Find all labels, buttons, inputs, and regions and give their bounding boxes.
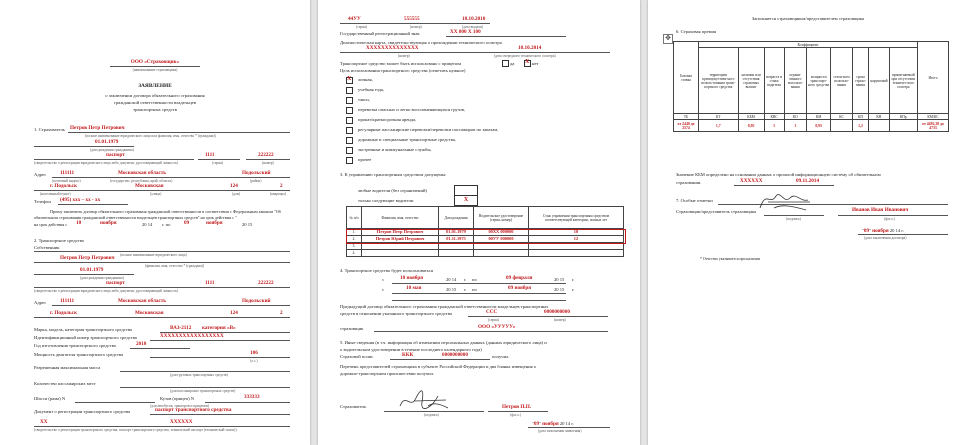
subtitle-1: о заключении договора обязательного страхования — [105, 93, 205, 98]
trailer-yes-checkbox[interactable] — [502, 60, 509, 67]
owner-city[interactable]: г. Подольск — [50, 310, 77, 316]
policy-label: Страховой полис — [340, 354, 374, 359]
policy-number[interactable]: 0000000000 — [442, 352, 468, 358]
col-term: срока страхо-вания — [852, 48, 869, 114]
driver-1-license[interactable]: 00ХХ 000000 — [474, 229, 529, 236]
purpose-title: Цель использования транспортного средства (отметить нужное) — [340, 68, 466, 73]
insured-name-caption-2: (ф.и.о.) — [510, 413, 522, 417]
period-1-g2: г. — [572, 277, 575, 282]
number-caption: (номер) — [262, 161, 274, 165]
address-label: Адрес — [34, 172, 47, 177]
diag-date-caption: (дата очередного технического осмотра) — [494, 54, 556, 58]
purpose-passenger: регулярные пассажирские перевозки/перевозки пассажиров по заказам, — [358, 127, 499, 132]
owner-zip[interactable]: 111111 — [60, 298, 75, 304]
owner-street[interactable]: Московская — [135, 310, 164, 316]
table-row[interactable]: 1. Петров Петр Петрович 01.01.1979 00ХХ 000000 10 — [347, 229, 624, 236]
col-age: возраста и стажа водителя — [764, 48, 784, 114]
region-caption: (государство, республика, край, область) — [110, 179, 173, 183]
kbm-text-1: Значение КБМ определено на основании данных о прошлой информационную систему об обязательном — [676, 172, 881, 177]
table-row[interactable]: 4. — [347, 250, 624, 257]
kbm-date[interactable]: 09.11.2014 — [796, 178, 820, 184]
purpose-checkbox-other[interactable] — [346, 157, 353, 164]
sign-day: 09 — [533, 421, 540, 427]
sign-date[interactable]: "09" ноября 20 14 г. — [532, 421, 574, 427]
reg-doc-label: Документ о регистрации транспортного средства — [34, 409, 131, 414]
insured-name-caption: (полное наименование юридического лица или фамилия, имя, отчество * (граждана)) — [85, 134, 216, 138]
top-number-caption: (номер) — [410, 25, 422, 29]
only-drivers-label: только следующие водители — [358, 198, 414, 203]
owner-doc-caption: (свидетельство о регистрации юридического лица либо документ, удостоверяющий личность) — [34, 289, 179, 293]
region[interactable]: Московская область — [118, 170, 167, 176]
car-category[interactable]: категория «В» — [202, 325, 236, 331]
seats-caption: (для пассажирских транспортных средств) — [170, 389, 236, 393]
page-3-header: Заполняется страховщиком/представителем страховщика — [751, 16, 865, 21]
power-label: Мощность двигателя транспортного средства — [34, 352, 124, 357]
prev-series[interactable]: ССС — [486, 309, 498, 315]
request-text-1: Прошу заключить договор обязательного страхования гражданской ответственности в соответствии с Федеральным законом "Об — [50, 209, 281, 214]
trailer-no-mark: X — [525, 59, 530, 65]
period-1-g1: г. — [464, 277, 467, 282]
period-1-to[interactable]: 09 февраля — [506, 275, 533, 281]
purpose-special: дорожные и специальные транспортные средства, — [358, 137, 456, 142]
top-series-caption: (серия) — [356, 25, 368, 29]
insurer-rep-label: Страховщик/представитель страховщика — [676, 209, 757, 214]
insured-signature-caption: (подпись) — [424, 413, 439, 417]
driver-1-experience[interactable]: 10 — [529, 229, 624, 236]
owner-name[interactable]: Петров Петр Петрович — [60, 255, 115, 261]
insurer-caption: (наименование страховщика) — [132, 68, 178, 72]
owner-series[interactable]: 1111 — [205, 280, 215, 286]
section-6-label: 6. Страховая премия — [676, 29, 717, 34]
birth-date[interactable]: 01.01.1979 — [95, 139, 119, 145]
period-2-g2: г. — [572, 287, 575, 292]
info-text-1: Перечень представителей страховщика в субъекте Российской Федерации и два бланка извещения о — [340, 364, 537, 369]
apartment[interactable]: 2 — [280, 183, 283, 189]
reg-doc-number[interactable]: ХХХХХХ — [170, 419, 193, 425]
diag-number[interactable]: XXXXXXXXXXXXXX — [366, 45, 419, 51]
top-number[interactable]: 555555 — [404, 16, 420, 22]
vin-label: Идентификационный номер транспортного средства — [34, 335, 137, 340]
period-2-to-year[interactable]: 20 15 — [554, 287, 565, 292]
kbm-number[interactable]: XXXXXX — [740, 178, 763, 184]
purpose-checkbox-rental[interactable] — [346, 117, 353, 124]
max-mass-caption: (для грузовых транспортных средств) — [170, 373, 228, 377]
owner-number[interactable]: 222222 — [258, 280, 274, 286]
purpose-dangerous: перевозка опасных и легко воспламеняющихся грузов, — [358, 107, 466, 112]
policy-series[interactable]: ККК — [402, 352, 414, 358]
insurer-rep-name[interactable]: Иванов Иван Иванович — [852, 207, 909, 213]
to-month[interactable]: ноября — [206, 220, 223, 226]
period-2-from-year[interactable]: 20 15 — [446, 287, 457, 292]
col-restricted: ограни-ченного использо-вания — [784, 48, 806, 114]
zip-caption: (почтовый индекс) — [52, 179, 81, 183]
contract-month: ноября — [872, 228, 889, 234]
application-page-1 — [0, 0, 310, 445]
purpose-checkbox-taxi[interactable] — [346, 97, 353, 104]
section-5-text-2: о водительском удостоверении в течение последнего календарного года) — [340, 347, 482, 352]
driver-1-birth[interactable]: 01.01.1979 — [439, 229, 474, 236]
insurer-name-caption: (ф.и.о.) — [884, 217, 896, 221]
to-year[interactable]: 20 15 — [242, 222, 253, 227]
from-year[interactable]: 20 14 — [142, 222, 153, 227]
base-rate-header: Базовая ставка — [674, 42, 699, 114]
col-violations: нарушений — [869, 48, 889, 114]
purpose-personal-mark: X — [347, 76, 352, 82]
doc-caption: (свидетельство о регистрации юридического лица либо документ, удостоверяющий личность) — [34, 161, 179, 165]
prev-policy-text-2: средств в отношении указанного транспортного средства — [340, 311, 452, 316]
reg-doc-caption: (свидетельство о регистрации транспортного средства, паспорт транспортного средства, технический паспорт (технический талон)) — [34, 428, 237, 432]
request-text-3: на срок действия с — [34, 222, 68, 227]
request-text-2: обязательном страховании гражданской ответственности владельцев транспортных средств" на срок действия с " — [34, 215, 237, 220]
owner-address-label: Адрес — [34, 300, 47, 305]
coefficient-header: Коэффициент — [699, 42, 918, 48]
top-series[interactable]: 44УУ — [348, 16, 361, 22]
col-payouts: наличия или отсутствия страховых выплат — [738, 48, 764, 114]
house[interactable]: 124 — [230, 183, 238, 189]
trailer-no-label: нет — [532, 61, 539, 66]
body-number[interactable]: 333333 — [244, 394, 260, 400]
contract-date-caption: (дата заключения договора) — [864, 236, 907, 240]
owner-apartment[interactable]: 2 — [280, 310, 283, 316]
vin[interactable]: ХХХХХХХХХХХХХХХХХ — [160, 333, 224, 339]
driver-2-license[interactable]: 00УУ 000000 — [474, 236, 529, 243]
from-day[interactable]: 10 — [76, 220, 82, 226]
prev-insurer-label: страховщик — [340, 326, 364, 331]
prev-series-caption: (серия) — [488, 318, 500, 322]
purpose-emergency: экстренные и коммунальные службы, — [358, 147, 432, 152]
insurer-signature-caption: (подпись) — [786, 217, 801, 221]
series-caption: (серия) — [212, 161, 224, 165]
purpose-checkbox-special[interactable] — [346, 137, 353, 144]
period-2-to[interactable]: 09 ноября — [508, 285, 532, 291]
col-seasonal: сезон-ного использо-вания — [831, 48, 852, 114]
diag-number-caption: (номер) — [398, 54, 410, 58]
owner-passport[interactable]: паспорт — [106, 280, 125, 286]
to-day[interactable]: 09 — [184, 220, 190, 226]
trailer-label: Транспортное средство может быть использовано с прицепом — [340, 61, 462, 66]
period-2-g1: г. — [464, 287, 467, 292]
application-page-2 — [318, 0, 640, 445]
top-date-caption: (дата выдачи) — [462, 25, 483, 29]
owner-birth-caption: (дата рождения гражданина) — [80, 276, 124, 280]
owner-caption: (полное наименование юридического лица) — [120, 253, 187, 257]
city[interactable]: г. Подольск — [50, 183, 77, 189]
period-1-to-year[interactable]: 20 15 — [554, 277, 565, 282]
prev-number-caption: (номер) — [554, 318, 566, 322]
owner-district[interactable]: Подольский — [242, 298, 271, 304]
diag-date[interactable]: 10.10.2014 — [518, 45, 542, 51]
chassis-label: Шасси (рама) N — [34, 396, 66, 401]
col-name: Фамилия, имя, отчество — [362, 207, 439, 229]
power[interactable]: 106 — [250, 350, 258, 356]
col-number: № п/п — [347, 207, 362, 229]
power-caption: (л.с.) — [250, 359, 258, 363]
total-value[interactable]: от 4492,28 до 4733 — [918, 120, 949, 132]
section-3-label: 3. К управлению транспортным средством допущены: — [340, 172, 447, 177]
district[interactable]: Подольский — [242, 170, 271, 176]
city-caption: (населенный пункт) — [40, 192, 71, 196]
driver-2-experience[interactable]: 12 — [529, 236, 624, 243]
owner-house[interactable]: 124 — [230, 310, 238, 316]
reg-doc-series[interactable]: ХХ — [40, 419, 48, 425]
zip-code[interactable]: 111111 — [60, 170, 75, 176]
section-2-label: 2. Транспортное средство — [34, 238, 85, 243]
to-word: г. по — [162, 222, 171, 227]
owner-region[interactable]: Московская область — [118, 298, 167, 304]
section-1-label: 1. Страхователь — [34, 127, 65, 132]
move-handle-icon[interactable]: ✥ — [663, 34, 673, 44]
seats-label: Количество пассажирских мест — [34, 381, 96, 386]
passport-doc[interactable]: паспорт — [106, 152, 125, 158]
driver-2-birth[interactable]: 01.11.1975 — [439, 236, 474, 243]
owner-birth-date[interactable]: 01.01.1979 — [80, 267, 104, 273]
footnote: * Отчество указывается при наличии — [700, 257, 761, 261]
reg-doc[interactable]: паспорт транспортного средства — [155, 407, 232, 413]
any-drivers-label: любые водители (без ограничений) — [358, 188, 427, 193]
from-month[interactable]: ноября — [100, 220, 117, 226]
driver-2-name[interactable]: Петров Юрий Петрович — [362, 236, 439, 243]
sign-date-caption: (дата заполнения заявления) — [538, 429, 582, 433]
street[interactable]: Московская — [135, 183, 164, 189]
district-caption: (район) — [250, 179, 262, 183]
application-page-3 — [648, 0, 960, 445]
period-1-po: по — [472, 277, 477, 282]
base-rate-value[interactable]: от 2440 до 2574 — [674, 120, 699, 132]
period-2-from[interactable]: 10 мая — [406, 285, 422, 291]
col-territory: территории преимуществен-ного исполь-зования транс-портного средства — [699, 48, 739, 114]
page-title: ЗАЯВЛЕНИЕ — [138, 83, 172, 89]
purpose-checkbox-passenger[interactable] — [346, 127, 353, 134]
diag-label: Диагностическая карта, свидетельствующая о прохождении технического осмотра — [340, 40, 502, 45]
prev-policy-text-1: Предыдущий договор обязательного страхования гражданской ответственности владельцев транспортных — [340, 304, 549, 309]
period-2-s: с — [382, 287, 385, 292]
table-row[interactable]: 3. — [347, 243, 624, 250]
subtitle-2: гражданской ответственности владельцев — [114, 100, 196, 105]
col-license: Водительское удостоверение (серия, номер) — [474, 207, 529, 229]
house-caption: (дом) — [232, 192, 241, 196]
prev-insurer[interactable]: ООО «УУУУУ» — [478, 324, 516, 330]
passport-number[interactable]: 222222 — [258, 152, 274, 158]
col-power: мощности транспорт-ного средства — [806, 48, 831, 114]
col-no-inspection: прими-няемый при отсутствии техничес-кого осмотра — [889, 48, 917, 114]
year[interactable]: 2010 — [136, 341, 147, 347]
year-label: Год изготовления транспортного средства — [34, 343, 116, 348]
owner-label: Собственник — [34, 245, 60, 250]
passport-series[interactable]: 1111 — [205, 152, 215, 158]
purpose-checkbox-dangerous[interactable] — [346, 107, 353, 114]
car-label: Марка, модель, категория транспортного средства — [34, 327, 132, 332]
period-2-po: по — [472, 287, 477, 292]
kbm-text-2: страховании. — [676, 180, 702, 185]
car-model[interactable]: ВАЗ-2112 — [170, 325, 192, 331]
body-label: Кузов (прицеп) N — [160, 396, 195, 401]
phone-label: Телефон — [34, 199, 51, 204]
purpose-checkbox-training[interactable] — [346, 87, 353, 94]
table-row[interactable]: 2. Петров Юрий Петрович 01.11.1975 00УУ 000000 12 — [347, 236, 624, 243]
owner-name-caption: (фамилия, имя, отчество * (граждана)) — [145, 264, 205, 268]
sign-month: ноября — [542, 421, 559, 427]
subtitle-3: транспортных средств — [133, 107, 177, 112]
premium-table: Базовая ставка Коэффициент Итого территории преимуществен-ного исполь-зования транс-портного средства наличия или отсутствия страховых выплат возраста и стажа водителя ограни-ченного использо-вания мощности транспорт-ного средства сезон-ного использо-вания срока страхо-вания нарушений прими-няемый при отсутствии техничес-кого осмотра ТБ КТ КБМ КВС КО КМ КС КП КН КПр КМ/КС от 2440 до 2574 1,7 0,95 1 1 0,95 1,2 от 4492,28 до 4733 — [673, 41, 949, 132]
top-date[interactable]: 10.10.2010 — [462, 16, 486, 22]
info-text-2: дорожно-транспортном происшествии получил. — [340, 371, 435, 376]
insured-name[interactable]: Петров Петр Петрович — [70, 125, 125, 131]
period-1-from-year[interactable]: 20 14 — [446, 277, 457, 282]
insured-signature-name[interactable]: Петров П.П. — [502, 404, 532, 410]
prev-number[interactable]: 0000000000 — [544, 309, 570, 315]
insurer-signature-icon — [756, 188, 812, 214]
birth-date-caption: (дата рождения гражданина) — [90, 148, 134, 152]
period-1-s: с — [382, 277, 385, 282]
purpose-taxi: такси, — [358, 97, 370, 102]
plate-number[interactable]: ХХ 000 Х 100 — [450, 29, 481, 35]
driver-1-name[interactable]: Петров Петр Петрович — [362, 229, 439, 236]
insured-signature-icon — [398, 388, 450, 412]
plate-label: Государственный регистрационный знак — [340, 31, 420, 36]
insurer-name: ООО «Страховщик» — [130, 59, 180, 65]
insured-signature-label: Страхователь — [340, 404, 367, 409]
section-4-label: 4. Транспортное средство будет использоваться — [340, 268, 433, 273]
only-drivers-mark: X — [463, 197, 469, 203]
apt-caption: (квартира) — [270, 192, 287, 196]
purpose-training: учебная езда, — [358, 87, 385, 92]
purpose-other: прочее — [358, 157, 372, 162]
street-caption: (улица) — [150, 192, 162, 196]
policy-received: получил. — [492, 354, 510, 359]
total-header: Итого — [918, 42, 949, 114]
trailer-yes-label: да — [510, 61, 515, 66]
contract-day: 09 — [863, 228, 870, 234]
col-birth: Дата рождения — [439, 207, 474, 229]
phone[interactable]: (495) ххх – хх - хх — [60, 197, 101, 203]
special-marks-label: 7. Особые отметки — [676, 198, 713, 203]
sign-year: 20 14 — [559, 421, 571, 426]
period-1-from[interactable]: 10 ноября — [400, 275, 424, 281]
contract-date[interactable]: "09" ноября 20 14 г. — [862, 228, 904, 234]
section-5-text-1: 5. Иные сведения (в т.ч. информация об изменении персональных данных (данных юридического лица) и — [340, 340, 547, 345]
purpose-checkbox-emergency[interactable] — [346, 147, 353, 154]
max-mass-label: Разрешенная максимальная масса — [34, 365, 101, 370]
chassis-caption: (для автобусов, тракторов и прицепов) — [150, 404, 210, 408]
drivers-highlight — [346, 229, 626, 244]
col-experience: Стаж управления транспортным средством соответствующей категории, полных лет — [529, 207, 624, 229]
purpose-personal: личная, — [358, 77, 373, 82]
purpose-rental: прокат/краткосрочная аренда, — [358, 117, 417, 122]
table-row[interactable]: от 2440 до 2574 1,7 0,95 1 1 0,95 1,2 от 4492,28 до 4733 — [674, 120, 949, 132]
contract-year: 20 14 — [889, 228, 901, 233]
